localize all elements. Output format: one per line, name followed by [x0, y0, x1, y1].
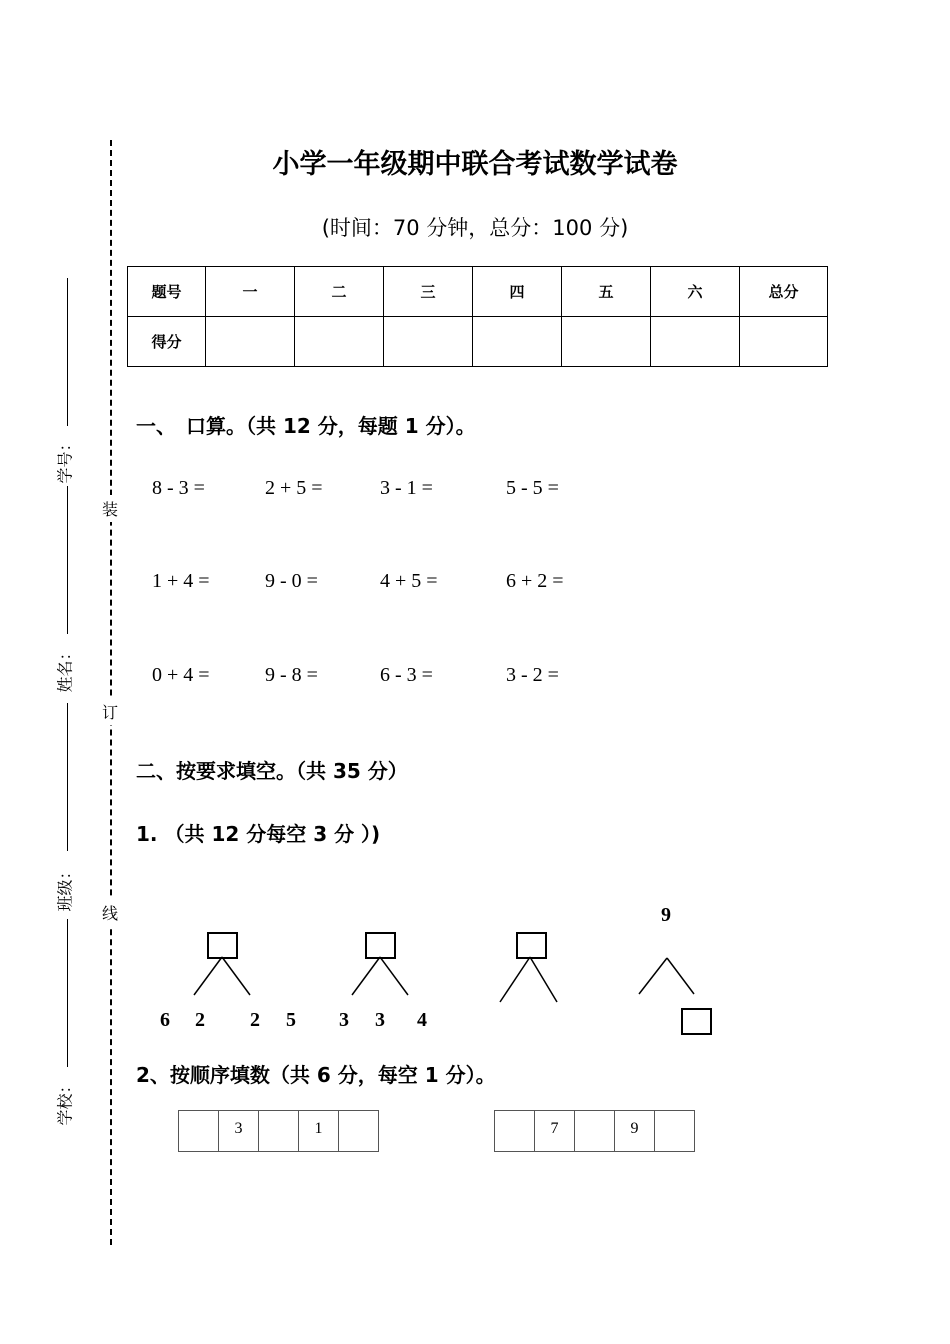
- sequence-row-2: [494, 1110, 695, 1152]
- score-header-cell: 三: [384, 267, 473, 317]
- score-input-cell[interactable]: [473, 317, 562, 367]
- score-input-cell[interactable]: [295, 317, 384, 367]
- bond-branch-line: [500, 957, 530, 1002]
- arithmetic-problem: 3 - 1 =: [380, 477, 433, 499]
- class-label: 班级：: [55, 863, 75, 912]
- question2-label: 2、按顺序填数（共 6 分，每空 1 分）。: [136, 1063, 496, 1087]
- section1-heading: 一、 口算。（共 12 分，每题 1 分）。: [136, 414, 476, 438]
- answer-box[interactable]: [681, 1008, 712, 1035]
- sequence-row-1: [178, 1110, 379, 1152]
- sequence-cell: 1: [299, 1111, 339, 1151]
- bond-part-number: 3: [375, 1009, 385, 1031]
- bond-branch-line: [222, 957, 250, 995]
- student-id-line[interactable]: [67, 278, 68, 426]
- school-label: 学校：: [55, 1077, 75, 1126]
- score-table: [127, 266, 828, 367]
- sequence-cell[interactable]: [575, 1111, 615, 1151]
- sequence-cell[interactable]: [495, 1111, 535, 1151]
- bond-part-number: 5: [286, 1009, 296, 1031]
- bond-branch-line: [530, 957, 557, 1002]
- binding-word-zhuang: 装: [102, 495, 118, 522]
- bond-branch-line: [380, 957, 408, 995]
- school-line[interactable]: [67, 919, 68, 1067]
- score-header-row: [128, 267, 828, 317]
- sequence-cell: 7: [535, 1111, 575, 1151]
- arithmetic-problem: 2 + 5 =: [265, 477, 323, 499]
- arithmetic-problem: 6 - 3 =: [380, 664, 433, 686]
- sequence-cell[interactable]: [259, 1111, 299, 1151]
- exam-info: (时间：70 分钟，总分：100 分): [321, 216, 629, 240]
- score-header-cell: 题号: [128, 267, 206, 317]
- sequence-cell[interactable]: [179, 1111, 219, 1151]
- answer-box[interactable]: [207, 932, 238, 959]
- arithmetic-problem: 5 - 5 =: [506, 477, 559, 499]
- bond-branch-line: [667, 958, 694, 994]
- bond-part-number: 2: [250, 1009, 260, 1031]
- sequence-cell[interactable]: [655, 1111, 694, 1151]
- question1-label: 1. （共 12 分每空 3 分 ）): [136, 822, 381, 846]
- name-label: 姓名：: [55, 644, 75, 693]
- bond-part-number: 4: [417, 1009, 427, 1031]
- score-header-cell: 一: [206, 267, 295, 317]
- score-header-cell: 四: [473, 267, 562, 317]
- arithmetic-problem: 4 + 5 =: [380, 570, 438, 592]
- binding-word-xian: 线: [102, 899, 118, 926]
- score-header-cell: 总分: [740, 267, 828, 317]
- arithmetic-problem: 6 + 2 =: [506, 570, 564, 592]
- score-input-cell[interactable]: [384, 317, 473, 367]
- score-value-row: [128, 317, 828, 367]
- score-header-cell: 五: [562, 267, 651, 317]
- score-input-cell[interactable]: [206, 317, 295, 367]
- bond-branch-line: [639, 958, 667, 994]
- arithmetic-problem: 0 + 4 =: [152, 664, 210, 686]
- answer-box[interactable]: [365, 932, 396, 959]
- student-id-label: 学号：: [55, 435, 75, 484]
- binding-word-ding: 订: [102, 698, 118, 725]
- page-title: 小学一年级期中联合考试数学试卷: [272, 149, 678, 180]
- score-header-cell: 二: [295, 267, 384, 317]
- arithmetic-problem: 8 - 3 =: [152, 477, 205, 499]
- class-line[interactable]: [67, 703, 68, 851]
- binding-dashed-line: [110, 140, 112, 1245]
- arithmetic-problem: 3 - 2 =: [506, 664, 559, 686]
- score-row-label: 得分: [128, 317, 206, 367]
- sequence-cell: 3: [219, 1111, 259, 1151]
- name-line[interactable]: [67, 486, 68, 634]
- bond-part-number: 2: [195, 1009, 205, 1031]
- answer-box[interactable]: [516, 932, 547, 959]
- score-input-cell[interactable]: [740, 317, 828, 367]
- bond-total-number: 9: [661, 904, 671, 926]
- bond-branch-line: [194, 957, 222, 995]
- bond-part-number: 3: [339, 1009, 349, 1031]
- section2-heading: 二、按要求填空。（共 35 分）: [136, 759, 408, 783]
- arithmetic-problem: 9 - 8 =: [265, 664, 318, 686]
- score-input-cell[interactable]: [651, 317, 740, 367]
- sequence-cell: 9: [615, 1111, 655, 1151]
- bond-part-number: 6: [160, 1009, 170, 1031]
- number-bond-lines: [180, 925, 740, 1010]
- score-input-cell[interactable]: [562, 317, 651, 367]
- arithmetic-problem: 9 - 0 =: [265, 570, 318, 592]
- bond-branch-line: [352, 957, 380, 995]
- score-header-cell: 六: [651, 267, 740, 317]
- sequence-cell[interactable]: [339, 1111, 378, 1151]
- arithmetic-problem: 1 + 4 =: [152, 570, 210, 592]
